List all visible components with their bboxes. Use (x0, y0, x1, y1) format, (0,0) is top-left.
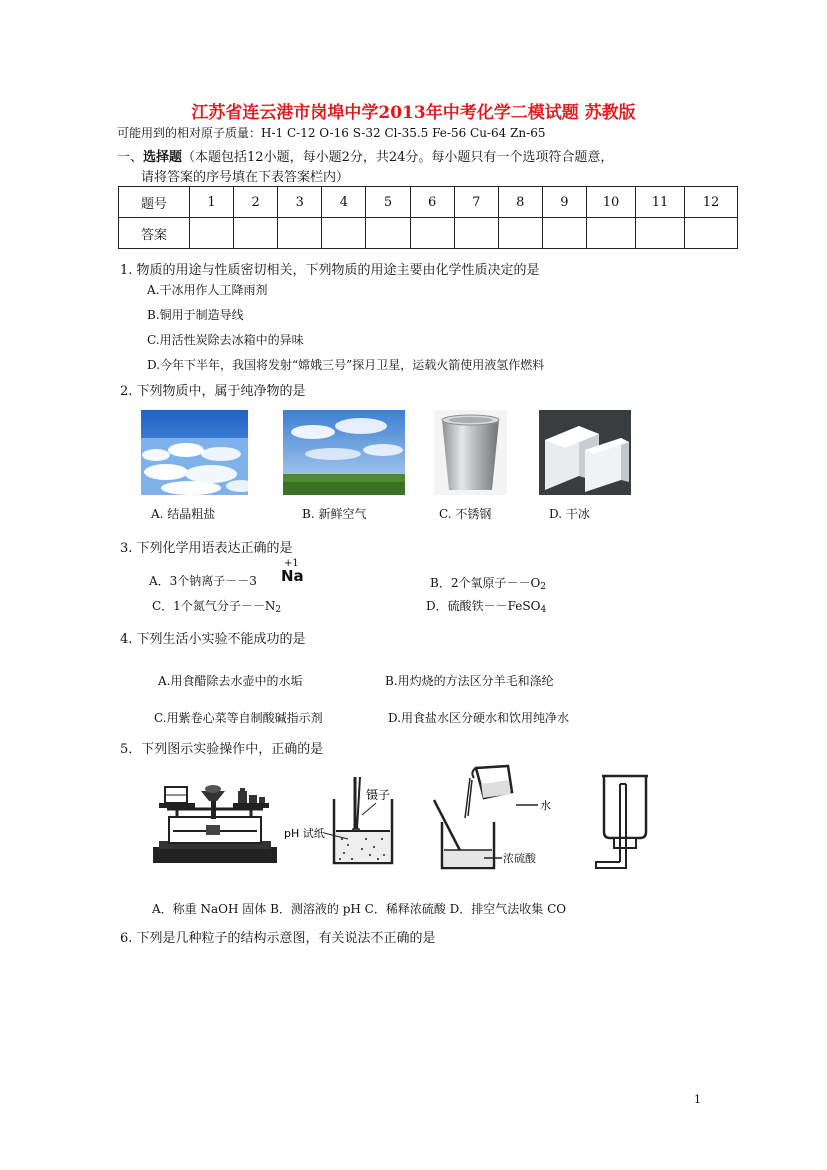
q3-option-c-sub: 2 (275, 605, 282, 615)
q3-option-d (426, 597, 546, 615)
balance-diagram (151, 775, 281, 867)
q3-option-d-text: D．硫酸铁－－FeSO (426, 599, 541, 613)
section-heading-prefix: 一、 (117, 150, 144, 165)
table-cell-number: 9 (542, 187, 586, 218)
q4-option-b: B.用灼烧的方法区分羊毛和涤纶 (385, 674, 554, 688)
q1-option-a: A.干冰用作人工降雨剂 (147, 283, 268, 297)
q5-options: A．称重 NaOH 固体 B．测溶液的 pH C．稀释浓硫酸 D．排空气法收集 CO (152, 902, 567, 916)
table-cell-number: 12 (685, 187, 738, 218)
q2-stem: 2. 下列物质中，属于纯净物的是 (120, 384, 306, 399)
section-heading (117, 146, 613, 165)
table-cell-number: 7 (454, 187, 498, 218)
q1-option-c: C.用活性炭除去冰箱中的异味 (147, 333, 304, 347)
table-cell-number: 10 (587, 187, 636, 218)
section-heading-line2: 请将答案的序号填在下表答案栏内） (141, 170, 350, 185)
answer-cell[interactable] (498, 218, 542, 249)
q4-stem: 4. 下列生活小实验不能成功的是 (120, 632, 306, 647)
table-cell-number: 8 (498, 187, 542, 218)
answer-cell[interactable] (685, 218, 738, 249)
q4-option-d: D.用食盐水区分硬水和饮用纯净水 (388, 711, 570, 725)
acid-label: 浓硫酸 (503, 852, 536, 865)
q1-stem: 1. 物质的用途与性质密切相关，下列物质的用途主要由化学性质决定的是 (120, 263, 540, 278)
table-cell-number: 11 (636, 187, 685, 218)
dry-ice-photo (539, 410, 631, 495)
table-cell-number: 6 (410, 187, 454, 218)
answer-cell[interactable] (410, 218, 454, 249)
section-heading-rest: （本题包括12小题，每小题2分，共24分。每小题只有一个选项符合题意， (182, 150, 614, 165)
ph-paper-label: pH 试纸 (284, 827, 325, 840)
q3-option-b (430, 574, 546, 592)
page-number: 1 (694, 1093, 701, 1106)
table-cell-number: 3 (278, 187, 322, 218)
answer-cell[interactable] (636, 218, 685, 249)
q6-stem: 6. 下列是几种粒子的结构示意图，有关说法不正确的是 (120, 931, 436, 946)
answer-cell[interactable] (322, 218, 366, 249)
answer-cell[interactable] (278, 218, 322, 249)
answer-cell[interactable] (234, 218, 278, 249)
q2-caption-d: D. 干冰 (549, 507, 590, 521)
water-label: 水 (540, 799, 551, 812)
q3-option-d-sub: 4 (540, 605, 547, 615)
table-cell-number: 5 (366, 187, 410, 218)
q3-option-c-text: C．1个氮气分子－－N (152, 599, 276, 613)
atomic-masses: 可能用到的相对原子质量：H-1 C-12 O-16 S-32 Cl-35.5 Fe-56 Cu-64 Zn-65 (117, 126, 546, 140)
q4-option-c: C.用紫卷心菜等自制酸碱指示剂 (154, 711, 323, 725)
q4-option-a: A.用食醋除去水壶中的水垢 (158, 674, 303, 688)
q3-option-b-text: B．2个氧原子－－O (430, 576, 541, 590)
answer-cell[interactable] (587, 218, 636, 249)
q1-option-d: D.今年下半年，我国将发射“嫦娥三号”探月卫星，运载火箭使用液氢作燃料 (147, 358, 545, 372)
q1-option-b: B.铜用于制造导线 (147, 308, 244, 322)
q3-sodium-symbol: Na (281, 567, 304, 585)
q3-stem: 3. 下列化学用语表达正确的是 (120, 541, 293, 556)
q3-option-c (152, 597, 281, 615)
table-row (119, 187, 738, 218)
table-row (119, 218, 738, 249)
gas-collection-diagram (590, 772, 660, 872)
answer-cell[interactable] (542, 218, 586, 249)
stainless-steel-photo (434, 410, 507, 495)
q3-charge-label: +1 (284, 558, 299, 569)
table-cell-label: 答案 (119, 218, 190, 249)
q2-caption-b: B. 新鲜空气 (302, 507, 367, 521)
q2-caption-a: A. 结晶粗盐 (151, 507, 216, 521)
q3-option-a (149, 572, 257, 589)
tweezers-label: 镊子 (365, 788, 391, 802)
fresh-air-photo (283, 410, 405, 495)
table-cell-number: 1 (190, 187, 234, 218)
table-cell-number: 4 (322, 187, 366, 218)
table-cell-label: 题号 (119, 187, 190, 218)
dilution-diagram (424, 764, 564, 874)
answer-table (118, 186, 738, 249)
answer-cell[interactable] (366, 218, 410, 249)
answer-cell[interactable] (454, 218, 498, 249)
answer-cell[interactable] (190, 218, 234, 249)
page-title: 江苏省连云港市岗埠中学2013年中考化学二模试题 苏教版 (191, 103, 636, 123)
q3-option-b-sub: 2 (540, 582, 547, 592)
q2-caption-c: C. 不锈钢 (439, 507, 492, 521)
q3-option-a-text: A．3个钠离子－－3 (149, 574, 257, 588)
ph-test-diagram (282, 773, 397, 873)
section-heading-bold: 选择题 (143, 150, 183, 165)
salt-crystal-photo (141, 410, 248, 495)
table-cell-number: 2 (234, 187, 278, 218)
q5-stem: 5．下列图示实验操作中，正确的是 (120, 742, 324, 757)
